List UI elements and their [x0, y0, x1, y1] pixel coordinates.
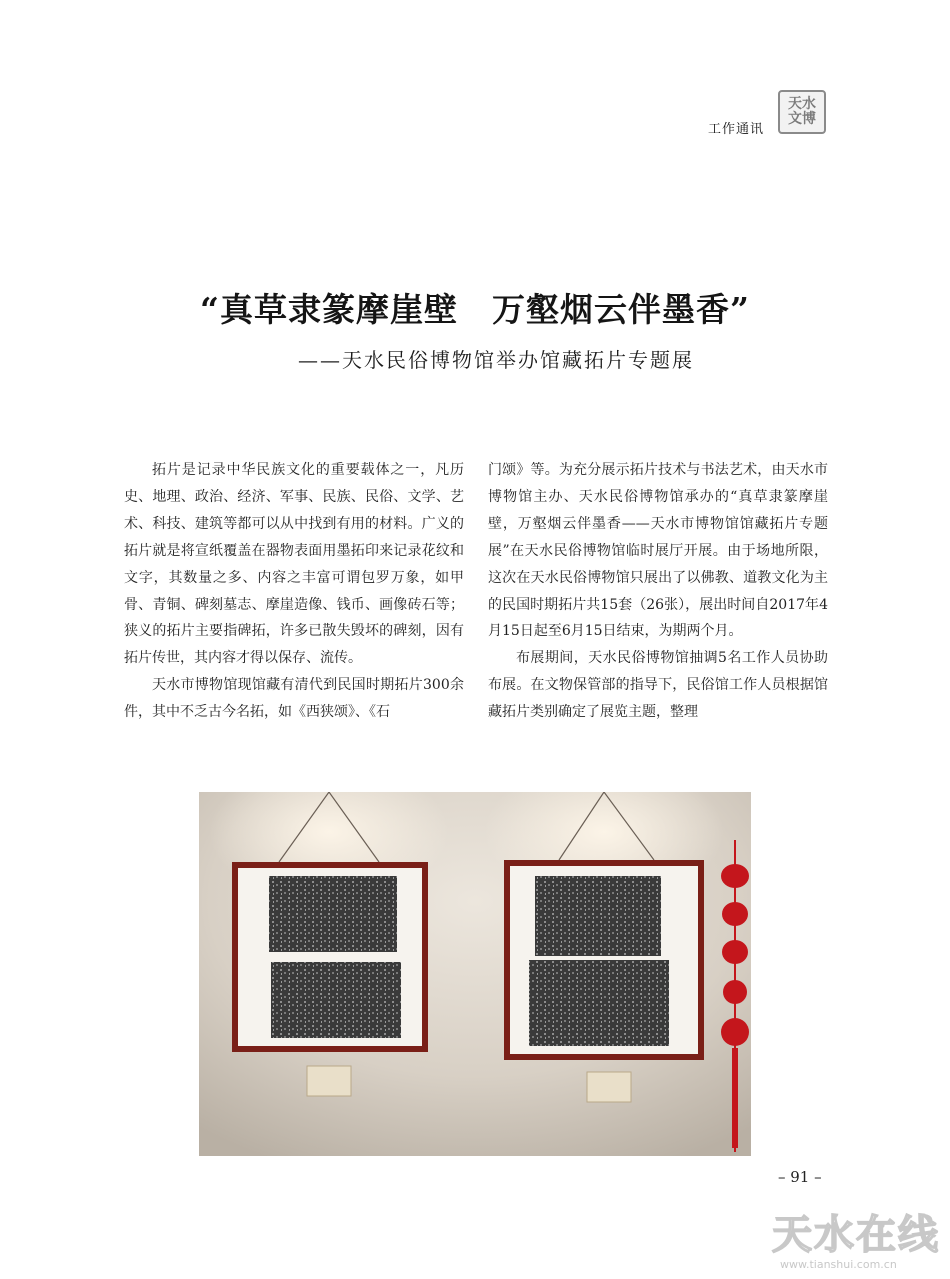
left-exhibit-label: [307, 1066, 351, 1096]
article-title: “真草隶篆摩崖壁 万壑烟云伴墨香”: [200, 290, 750, 329]
article-subtitle: ——天水民俗博物馆举办馆藏拓片专题展: [298, 348, 694, 372]
journal-seal-logo: [778, 90, 826, 134]
right-exhibit-label: [587, 1072, 631, 1102]
site-watermark: [766, 1202, 946, 1274]
left-column: [124, 457, 464, 726]
watermark-url: www.tianshui.com.cn: [780, 1258, 897, 1271]
body-paragraph: 拓片是记录中华民族文化的重要载体之一，凡历史、地理、政治、经济、军事、民族、民俗、文学、艺术、科技、建筑等都可以从中找到有用的材料。广义的拓片就是将宣纸覆盖在器物表面用墨拓印来记录花纹和文字，其数量之多、内容之丰富可谓包罗万象，如甲骨、青铜、碑刻墓志、摩崖造像、钱币、画像砖石等；狭义的拓片主要指碑拓，许多已散失毁坏的碑刻，因有拓片传世，其内容才得以保存、流传。: [124, 462, 464, 667]
left-framed-rubbing: [232, 862, 428, 1052]
right-framed-rubbing: [504, 860, 704, 1060]
body-paragraph: 布展期间，天水民俗博物馆抽调5名工作人员协助布展。在文物保管部的指导下，民俗馆工作人员根据馆藏拓片类别确定了展览主题，整理: [488, 650, 828, 721]
body-paragraph: 天水市博物馆现馆藏有清代到民国时期拓片300余件，其中不乏古今名拓，如《西狭颂》、《石: [124, 677, 464, 721]
page-number: – 91 –: [778, 1168, 822, 1186]
body-paragraph: 门颂》等。为充分展示拓片技术与书法艺术，由天水市博物馆主办、天水民俗博物馆承办的“真草隶篆摩崖壁，万壑烟云伴墨香——天水市博物馆馆藏拓片专题展”在天水民俗博物馆临时展厅开展。由于场地所限，这次在天水民俗博物馆只展出了以佛教、道教文化为主的民国时期拓片共15套（26张），展出时间自2017年4月15日起至6月15日结束，为期两个月。: [488, 462, 828, 640]
right-column: [488, 457, 828, 726]
section-label: 工作通讯: [707, 122, 764, 137]
watermark-brand: 天水在线: [772, 1212, 940, 1258]
journal-seal-text: 天水文博: [788, 96, 816, 127]
exhibition-photo: [199, 792, 751, 1156]
